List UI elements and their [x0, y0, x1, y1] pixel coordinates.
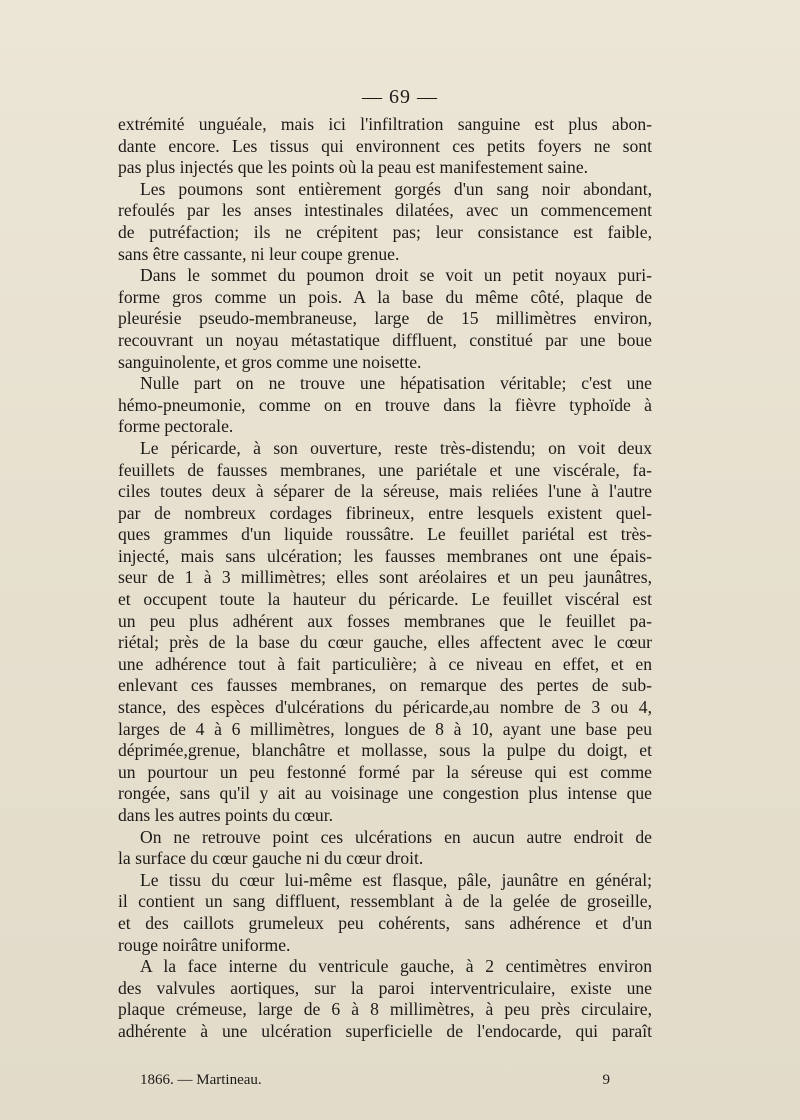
text-line: larges de 4 à 6 millimètres, longues de 8 à 10, ayant une base peu [118, 718, 652, 739]
text-line: rouge noirâtre uniforme. [118, 934, 291, 955]
text-line: Les poumons sont entièrement gorgés d'un sang noir abondant, [140, 178, 652, 199]
text-line: extrémité unguéale, mais ici l'infiltration sanguine est plus abon- [118, 114, 652, 134]
text-line: de putréfaction; ils ne crépitent pas; leur consistance est faible, [118, 221, 652, 242]
text-line: adhérente à une ulcération superficielle de l'endocarde, qui paraît [118, 1020, 652, 1041]
text-line: un pourtour un peu festonné formé par la séreuse qui est comme [118, 761, 652, 782]
text-line: stance, des espèces d'ulcérations du péricarde,au nombre de 3 ou 4, [118, 697, 652, 718]
footer-sheet-number: 9 [602, 1072, 610, 1088]
text-line: par de nombreux cordages fibrineux, entre lesquels existent quel- [118, 502, 652, 523]
text-line: recouvrant un noyau métastatique diffluent, constitué par une boue [118, 329, 652, 350]
text-line: On ne retrouve point ces ulcérations en aucun autre endroit de [140, 826, 652, 847]
text-line: Le tissu du cœur lui-même est flasque, pâle, jaunâtre en général; [140, 869, 652, 890]
text-line: forme pectorale. [118, 416, 234, 437]
text-line: hémo-pneumonie, comme on en trouve dans la fièvre typhoïde à [118, 394, 652, 415]
text-line: dante encore. Les tissus qui environnent ces petits foyers ne sont [118, 135, 652, 156]
text-line: refoulés par les anses intestinales dilatées, avec un commencement [118, 200, 652, 221]
text-line: sans être cassante, ni leur coupe grenue. [118, 243, 400, 264]
text-line: il contient un sang diffluent, ressemblant à de la gelée de groseille, [118, 891, 652, 912]
text-line: Le péricarde, à son ouverture, reste très-distendu; on voit deux [140, 437, 652, 458]
text-line: ciles toutes deux à séparer de la séreuse, mais reliées l'une à l'autre [118, 481, 652, 502]
text-line: rongée, sans qu'il y ait au voisinage une congestion plus intense que [118, 783, 652, 804]
footer-signature: 1866. — Martineau. [140, 1072, 262, 1088]
text-line: et occupent toute la hauteur du péricarde. Le feuillet viscéral est [118, 589, 652, 610]
text-line: Nulle part on ne trouve une hépatisation véritable; c'est une [140, 373, 652, 394]
text-line: riétal; près de la base du cœur gauche, elles affectent avec le cœur [118, 632, 652, 653]
body-text [118, 114, 652, 1043]
text-line: sanguinolente, et gros comme une noisette. [118, 351, 422, 372]
text-line: une adhérence tout à fait particulière; à ce niveau en effet, et en [118, 653, 652, 674]
text-line: pleurésie pseudo-membraneuse, large de 15 millimètres environ, [118, 308, 652, 329]
text-line: pas plus injectés que les points où la peau est manifestement saine. [118, 157, 589, 178]
text-line: déprimée,grenue, blanchâtre et mollasse, sous la pulpe du doigt, et [118, 740, 652, 761]
text-line: un peu plus adhérent aux fosses membranes que le feuillet pa- [118, 610, 652, 631]
text-line: forme gros comme un pois. A la base du même côté, plaque de [118, 286, 652, 307]
text-line: feuillets de fausses membranes, une pariétale et une viscérale, fa- [118, 459, 652, 480]
text-line: A la face interne du ventricule gauche, à 2 centimètres environ [140, 956, 652, 977]
text-line: et des caillots grumeleux peu cohérents, sans adhérence et d'un [118, 912, 652, 933]
text-line: la surface du cœur gauche ni du cœur droit. [118, 848, 424, 869]
text-line: injecté, mais sans ulcération; les fausses membranes ont une épais- [118, 545, 652, 566]
text-line: Dans le sommet du poumon droit se voit un petit noyaux puri- [140, 265, 652, 286]
text-line: plaque crémeuse, large de 6 à 8 millimètres, à peu près circulaire, [118, 999, 652, 1020]
text-line: seur de 1 à 3 millimètres; elles sont aréolaires et un peu jaunâtres, [118, 567, 652, 588]
text-line: dans les autres points du cœur. [118, 805, 333, 825]
text-line: enlevant ces fausses membranes, on remarque des pertes de sub- [118, 675, 652, 696]
page-number: — 69 — [362, 86, 438, 108]
text-line: des valvules aortiques, sur la paroi interventriculaire, existe une [118, 977, 652, 998]
text-line: ques grammes d'un liquide roussâtre. Le feuillet pariétal est très- [118, 524, 652, 545]
